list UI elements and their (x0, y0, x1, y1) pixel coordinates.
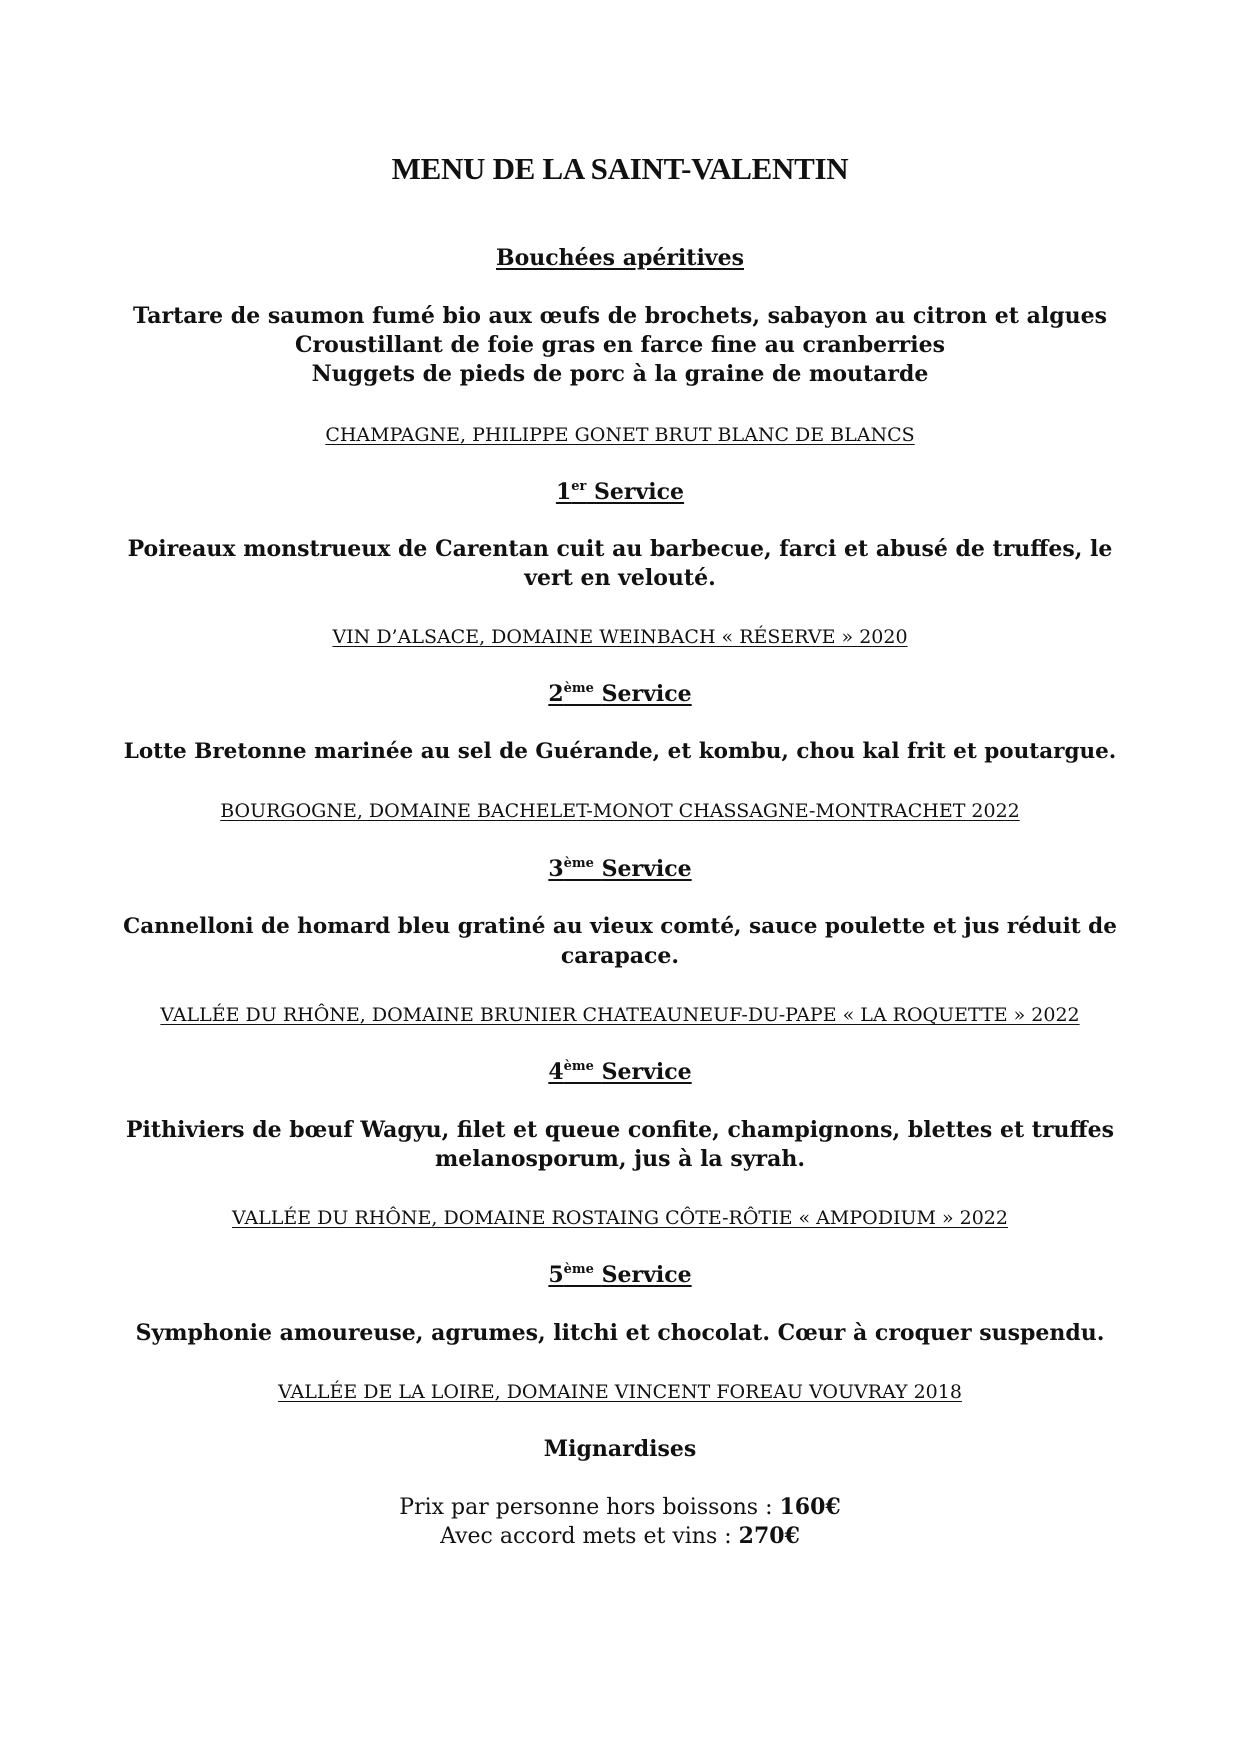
wine-pairing: VALLÉE DU RHÔNE, DOMAINE BRUNIER CHATEAUNEUF-DU-PAPE « LA ROQUETTE » 2022 (160, 1004, 1080, 1026)
section-heading-service-4 (120, 1059, 1120, 1085)
section-heading-service-1 (120, 479, 1120, 505)
section-heading-label: 3ème Service (548, 856, 692, 882)
section-heading-label: 5ème Service (548, 1262, 692, 1288)
section-heading-mignardises: Mignardises (543, 1436, 697, 1462)
dish-line: Croustillant de foie gras en farce fine au cranberries (294, 332, 946, 358)
dish-line: Lotte Bretonne marinée au sel de Guérande, et kombu, chou kal frit et poutargue. (123, 739, 1117, 764)
section-heading-label: 2ème Service (548, 681, 692, 707)
wine-pairing: VIN D’ALSACE, DOMAINE WEINBACH « RÉSERVE » 2020 (332, 626, 908, 648)
dish-line: Tartare de saumon fumé bio aux œufs de brochets, sabayon au citron et algues (133, 303, 1107, 329)
wine-pairing: VALLÉE DU RHÔNE, DOMAINE ROSTAING CÔTE-RÔTIE « AMPODIUM » 2022 (232, 1207, 1008, 1229)
dish-line: Poireaux monstrueux de Carentan cuit au barbecue, farci et abusé de truffes, le (127, 536, 1113, 562)
price-line-with-wine (120, 1523, 1120, 1550)
price-label: Prix par personne hors boissons : (399, 1495, 780, 1520)
dish-line: Nuggets de pieds de porc à la graine de moutarde (311, 361, 929, 387)
dish-line: Cannelloni de homard bleu gratiné au vieux comté, sauce poulette et jus réduit de (123, 914, 1117, 939)
wine-pairing: BOURGOGNE, DOMAINE BACHELET-MONOT CHASSAGNE-MONTRACHET 2022 (220, 800, 1020, 822)
dish-line: vert en velouté. (524, 565, 716, 591)
dish-line: melanosporum, jus à la syrah. (434, 1146, 806, 1172)
price-label: Avec accord mets et vins : (440, 1524, 739, 1549)
dish-line: carapace. (560, 943, 680, 969)
page-title: MENU DE LA SAINT-VALENTIN (391, 151, 849, 186)
section-heading-service-5 (120, 1262, 1120, 1288)
section-heading-service-3 (120, 856, 1120, 882)
section-heading-label: 1er Service (555, 479, 685, 505)
section-heading-service-2 (120, 681, 1120, 707)
section-heading-label: Bouchées apéritives (496, 245, 744, 271)
dish-line: Pithiviers de bœuf Wagyu, filet et queue confite, champignons, blettes et truffes (126, 1117, 1114, 1143)
section-heading-label: 4ème Service (548, 1059, 692, 1085)
price-value: 160€ (779, 1494, 841, 1520)
price-line-food-only (120, 1494, 1120, 1521)
section-heading-aperitif (120, 245, 1120, 271)
wine-pairing: VALLÉE DE LA LOIRE, DOMAINE VINCENT FOREAU VOUVRAY 2018 (278, 1381, 962, 1403)
dish-line: Symphonie amoureuse, agrumes, litchi et chocolat. Cœur à croquer suspendu. (135, 1320, 1105, 1346)
wine-pairing: CHAMPAGNE, PHILIPPE GONET BRUT BLANC DE BLANCS (325, 424, 915, 446)
price-value: 270€ (738, 1523, 800, 1549)
